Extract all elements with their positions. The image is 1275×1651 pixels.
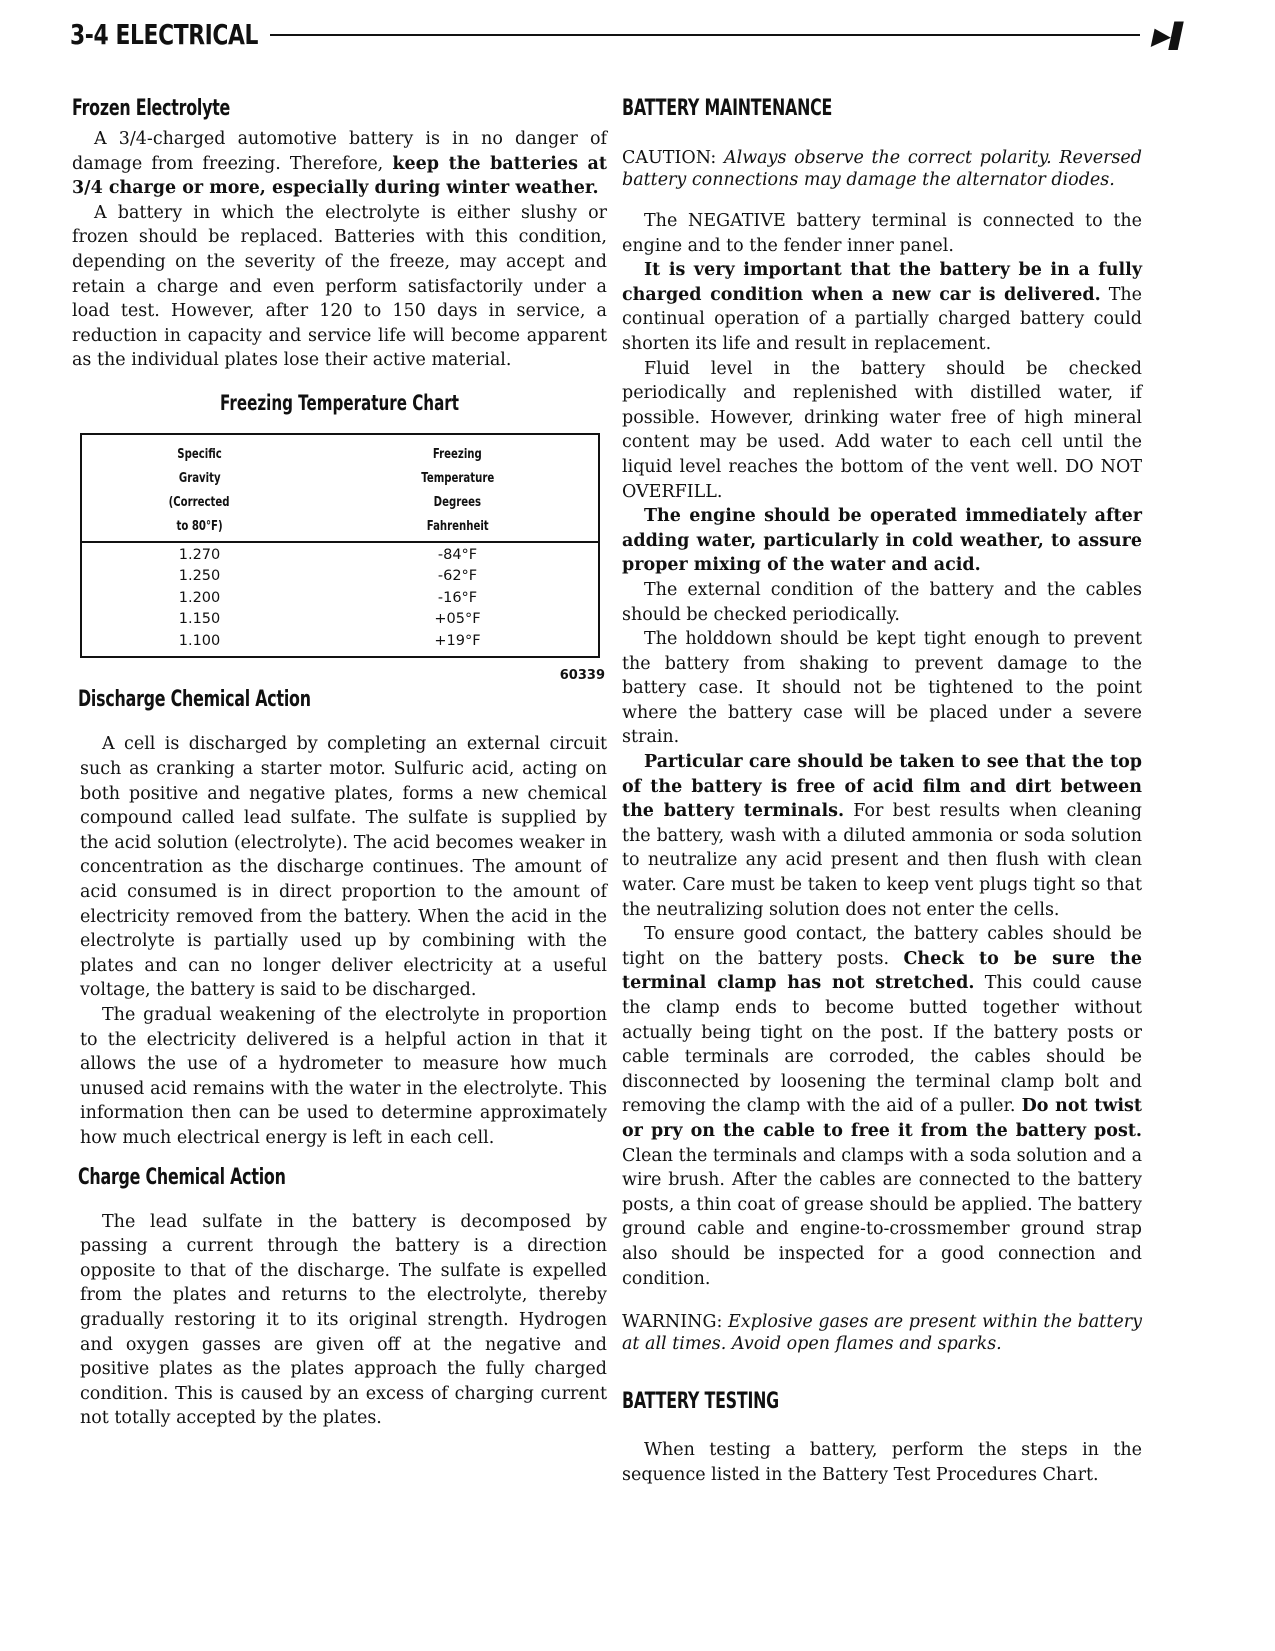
header-line: to 80°F) [176,518,223,534]
maintenance-p8-text-e: Clean the terminals and clamps with a soda solution and a wire brush. After the cables are connected to the battery posts, a thin coat of grease should be applied. The battery ground cable and engine-to-crossmember ground strap also should be inspected for a good connection and condition. [622,1145,1142,1289]
caution-label: CAUTION: [622,148,717,168]
gravity-cell: 1.150 [178,611,221,628]
gravity-cell: 1.100 [178,632,221,649]
gravity-cell: 1.200 [178,589,221,606]
maintenance-paragraph-3: Fluid level in the battery should be checked periodically and replenished with distilled water, if possible. However, drinking water free of high mineral content may be used. Add water to each cell until the liquid level reaches the bottom of the vent well. DO NOT OVERFILL. [622,358,1142,502]
maintenance-paragraph-7 [622,750,1142,922]
figure-id: 60339 [559,668,605,684]
left-column [72,96,607,1431]
maintenance-paragraph-2 [622,258,1142,356]
header-line: Temperature [421,470,494,486]
table-row [81,566,599,588]
temperature-cell: -84°F [437,546,478,563]
maintenance-p7-bold: Particular care should be taken to see that the top of the battery is free of acid film and dirt between the battery terminals. [622,752,1142,822]
table-row [81,588,599,610]
maintenance-paragraph-1: The NEGATIVE battery terminal is connected to the engine and to the fender inner panel. [622,211,1142,256]
charge-heading: Charge Chemical Action [78,1164,286,1190]
header-line: Specific [177,446,222,462]
caution-notice [622,147,1142,191]
temperature-cell: -16°F [437,589,478,606]
gravity-cell: 1.250 [178,568,221,585]
frozen-electrolyte-heading: Frozen Electrolyte [72,96,231,121]
column-header-temperature [317,434,599,542]
warning-label: WARNING: [622,1312,723,1333]
testing-paragraph-1: When testing a battery, perform the steps in the sequence listed in the Battery Test Procedures Chart. [622,1440,1142,1485]
table-header-row [81,434,599,542]
maintenance-p2-bold: It is very important that the battery be in a fully charged condition when a new car is delivered. [622,260,1142,305]
maintenance-p8-bold-b: Check to be sure the terminal clamp has not stretched. [622,948,1142,994]
table-row [81,609,599,631]
maintenance-p8-text-a: To ensure good contact, the battery cables should be tight on the battery posts. [622,924,1142,969]
frozen-p1-bold: keep the batteries at 3/4 charge or more, especially during winter weather. [72,153,607,199]
temperature-cell: +05°F [434,611,481,628]
maintenance-paragraph-4 [622,504,1142,578]
page-header [70,18,1193,58]
header-line: Gravity [178,470,221,486]
header-line: Fahrenheit [426,518,489,534]
maintenance-p2-text: The continual operation of a partially charged battery could shorten its life and result in replacement. [622,284,1142,354]
maintenance-paragraph-8 [622,922,1142,1291]
header-rule [270,34,1140,36]
discharge-paragraph-1: A cell is discharged by completing an external circuit such as cranking a starter motor. Sulfuric acid, acting on both positive and negative plates, forms a new chemical compound called lead sulfate. The sulfate is supplied by the acid solution (electrolyte). The acid becomes weaker in concentration as the discharge continues. The amount of acid consumed is in direct proportion to the amount of electricity removed from the battery. When the acid in the electrolyte is partially used up by combining with the plates and can no longer deliver electricity at a useful voltage, the battery is said to be discharged. [80,734,607,1001]
caution-text: Always observe the correct polarity. Reversed battery connections may damage the alternator diodes. [622,148,1142,190]
temperature-cell: +19°F [434,632,481,649]
gravity-cell: 1.270 [178,546,221,563]
temperature-cell: -62°F [437,568,478,585]
column-header-gravity [81,434,317,542]
maintenance-p8-text-c: This could cause the clamp ends to become butted together without actually being tight on the post. If the battery posts or cable terminals are corroded, the cables should be disconnected by loosening the terminal clamp bolt and removing the clamp with the aid of a puller. [622,973,1142,1117]
table-row [81,542,599,567]
frozen-paragraph-2: A battery in which the electrolyte is either slushy or frozen should be replaced. Batteries with this condition, depending on the severity of the freeze, may accept and retain a charge and even perform satisfactorily under a load test. However, after 120 to 150 days in service, a reduction in capacity and service life will become apparent as the individual plates lose their active material. [72,202,607,371]
header-line: (Corrected [169,494,230,510]
discharge-heading: Discharge Chemical Action [78,687,311,713]
charge-paragraph-1: The lead sulfate in the battery is decomposed by passing a current through the battery is a direction opposite to that of the discharge. The sulfate is expelled from the plates and returns to the electrolyte, thereby gradually restoring it to its original strength. Hydrogen and oxygen gasses are given off at the negative and positive plates as the plates approach the fully charged condition. This is caused by an excess of charging current not totally accepted by the plates. [80,1211,607,1429]
warning-notice [622,1311,1142,1355]
table-row [81,631,599,658]
maintenance-paragraph-5: The external condition of the battery and the cables should be checked periodically. [622,579,1142,625]
frozen-p1-text: A 3/4-charged automotive battery is in no danger of damage from freezing. Therefore, [72,129,607,174]
maintenance-p4-bold: The engine should be operated immediately after adding water, particularly in cold weather, to assure proper mixing of the water and acid. [622,506,1142,576]
maintenance-p8-bold-d: Do not twist or pry on the cable to free it from the battery post. [622,1096,1142,1141]
brand-logo-icon: ▶▌ [1150,22,1193,50]
maintenance-p7-text: For best results when cleaning the battery, wash with a diluted ammonia or soda solution to neutralize any acid present and then flush with clean water. Care must be taken to keep vent plugs tight so that the neutralizing solution does not enter the cells. [622,801,1142,920]
frozen-paragraph-1 [72,127,607,201]
discharge-paragraph-2: The gradual weakening of the electrolyte in proportion to the electricity delivered is a helpful action in that it allows the use of a hydrometer to measure how much unused acid remains with the water in the electrolyte. This information then can be used to determine approximately how much electrical energy is left in each cell. [80,1004,607,1148]
freezing-temperature-table [80,433,600,659]
freezing-chart-title: Freezing Temperature Chart [220,390,459,415]
header-line: Degrees [433,494,482,510]
battery-testing-heading: BATTERY TESTING [622,1389,779,1415]
warning-text: Explosive gases are present within the battery at all times. Avoid open flames and sparks. [622,1312,1142,1355]
right-column [622,96,1173,1487]
header-line: Freezing [433,446,482,462]
maintenance-paragraph-6: The holddown should be kept tight enough to prevent the battery from shaking to prevent damage to the battery case. It should not be tightened to the point where the battery case will be placed under a severe strain. [622,629,1142,748]
battery-maintenance-heading: BATTERY MAINTENANCE [622,96,833,121]
page-title: 3-4 ELECTRICAL [70,18,259,51]
